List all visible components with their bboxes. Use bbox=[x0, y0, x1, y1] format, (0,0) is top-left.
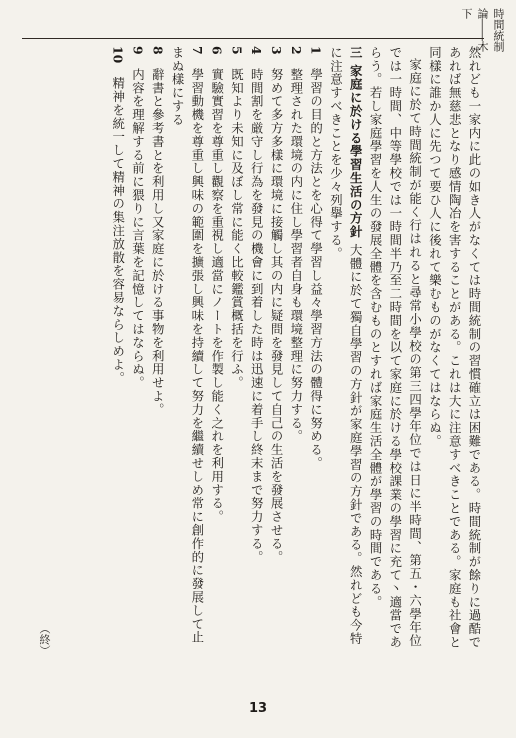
page-body bbox=[22, 38, 484, 678]
section-number: 三 bbox=[348, 46, 364, 60]
list-item-text: 時間割を厳守し行為を發見の機會に到着した時は迅速に着手し終末まで努力する。 bbox=[249, 68, 265, 564]
list-item bbox=[227, 46, 247, 656]
list-item bbox=[147, 46, 167, 656]
list-item-text: 既知より未知に及ぼし常に能く比較鑑賞概括を行ふ。 bbox=[229, 68, 245, 390]
list-item-text: 内容を理解する前に猥りに言葉を記憶してはならぬ。 bbox=[130, 68, 146, 390]
list-item-number: 1 bbox=[308, 46, 324, 55]
list-item-text: 努めて多方多樣に環境に接觸し其の内に疑問を發見して自己の生活を發展させる。 bbox=[269, 68, 285, 564]
list-item-text: 學習の目的と方法とを心得て學習し益々學習方法の體得に努める。 bbox=[308, 68, 324, 471]
list-item-number: 9 bbox=[130, 46, 146, 55]
list-item bbox=[167, 46, 207, 656]
header-rule bbox=[22, 38, 484, 39]
list-item bbox=[286, 46, 306, 656]
list-item bbox=[246, 46, 266, 656]
list-item-text: 實驗實習を尊重し觀察を重視し適當にノートを作製し能く之れを利用する。 bbox=[209, 68, 225, 524]
list-item bbox=[207, 46, 227, 656]
list-item bbox=[266, 46, 286, 656]
paragraph-1: 然れども一家内に此の如き人がなくては時間統制の習慣確立は困難である。時間統制が餘りに過酷であれば無慈悲となり感情陶冶を害することがある。これは大に注意すべきことである。家庭も社會と同樣に誰か人に先つて要ひ人に後れて樂むものがなくてはならぬ。 bbox=[427, 46, 482, 649]
list-item-number: 10 bbox=[110, 46, 126, 64]
list-item-number: 6 bbox=[209, 46, 225, 55]
list-item-text: 辭書と參考書とを利用し又家庭に於ける事物を利用せよ。 bbox=[150, 68, 166, 417]
list-item bbox=[128, 46, 148, 656]
list-item-number: 3 bbox=[269, 46, 285, 55]
running-header: 時間統制論――木下 bbox=[460, 8, 505, 52]
section-text: 大體に於て獨自學習の方針が家庭學習の方針である。然れども今特に注意すべきことを少々列擧する。 bbox=[328, 46, 364, 646]
list-item-text: 整理された環境の内に住し學習者自身も環境整理に努力する。 bbox=[288, 68, 304, 444]
guideline-list bbox=[108, 46, 326, 656]
paragraph-2: 家庭に於て時間統制が能く行はれると尋常小學校の第三四學年位では日に半時間、第五・六學年位では一時間、中等學校では一時間半乃至二時間を以て家庭に於ける學校課業の學習に充て丶適當であらう。若し家庭學習を人生の發展全體を含むものとすれば家庭生活全體が學習の時間である。 bbox=[368, 46, 423, 649]
list-item-number: 8 bbox=[150, 46, 166, 55]
section-heading bbox=[326, 46, 366, 656]
list-item-number: 5 bbox=[229, 46, 245, 55]
end-mark: （終） bbox=[38, 623, 51, 656]
list-item bbox=[306, 46, 326, 656]
list-item-number: 7 bbox=[189, 46, 205, 55]
list-item-number: 4 bbox=[249, 46, 265, 55]
vertical-text bbox=[14, 46, 484, 656]
list-item bbox=[108, 46, 128, 656]
section-title: 家庭に於ける學習生活の方針 bbox=[348, 64, 364, 239]
list-item-number: 2 bbox=[288, 46, 304, 55]
page-number: 13 bbox=[248, 701, 268, 716]
list-item-text: 精神を統一して精神の集注放散を容易ならしめよ。 bbox=[110, 76, 126, 385]
list-item-text: 學習動機を尊重し興味の範圍を擴張し興味を持續して努力を繼續せしめ常に創作的に發展して止まぬ樣にする bbox=[170, 46, 205, 645]
